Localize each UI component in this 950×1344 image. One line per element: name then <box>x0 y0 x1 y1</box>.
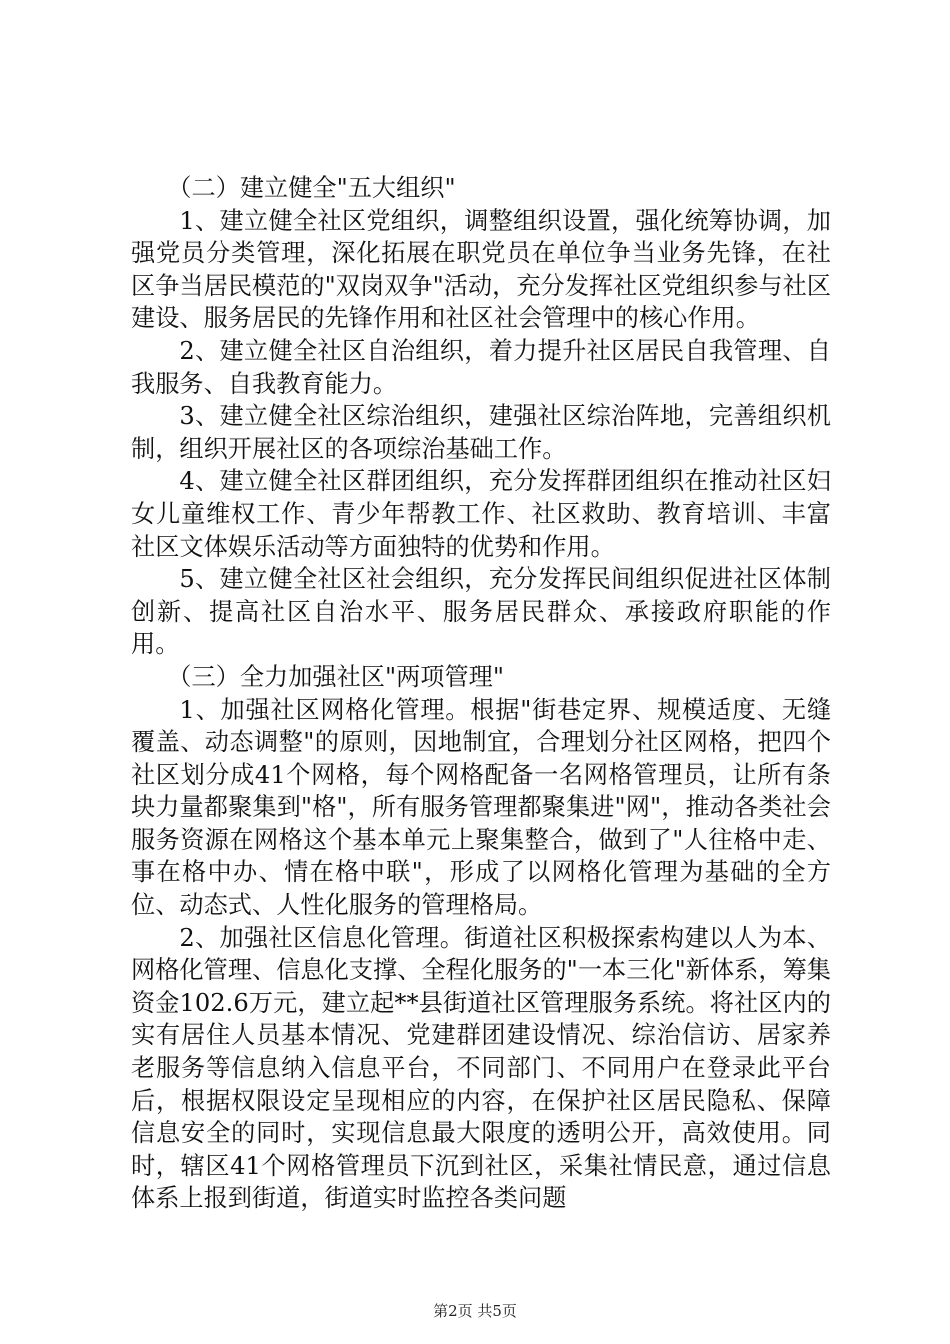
section-heading-2: （二）建立健全"五大组织" <box>167 174 456 202</box>
paragraph: 3、建立健全社区综治组织，建强社区综治阵地，完善组织机制，组织开展社区的各项综治基础工作。 <box>131 402 831 463</box>
paragraph: 1、建立健全社区党组织，调整组织设置，强化统筹协调，加强党员分类管理，深化拓展在职党员在单位争当业务先锋，在社区争当居民模范的"双岗双争"活动，充分发挥社区党组织参与社区建设、服务居民的先锋作用和社区社会管理中的核心作用。 <box>131 206 831 333</box>
page-number-footer: 第2页 共5页 <box>433 1302 517 1320</box>
paragraph: 2、加强社区信息化管理。街道社区积极探索构建以人为本、网格化管理、信息化支撑、全程化服务的"一本三化"新体系，筹集资金102.6万元，建立起**县街道社区管理服务系统。将社区内的实有居住人员基本情况、党建群团建设情况、综治信访、居家养老服务等信息纳入信息平台，不同部门、不同用户在登录此平台后，根据权限设定呈现相应的内容，在保护社区居民隐私、保障信息安全的同时，实现信息最大限度的透明公开，高效使用。同时，辖区41个网格管理员下沉到社区，采集社情民意，通过信息体系上报到街道，街道实时监控各类问题 <box>131 923 831 1213</box>
paragraph: 5、建立健全社区社会组织，充分发挥民间组织促进社区体制创新、提高社区自治水平、服务居民群众、承接政府职能的作用。 <box>131 565 831 659</box>
paragraph: 1、加强社区网格化管理。根据"街巷定界、规模适度、无缝覆盖、动态调整"的原则，因地制宜，合理划分社区网格，把四个社区划分成41个网格，每个网格配备一名网格管理员，让所有条块力量都聚集到"格"，所有服务管理都聚集进"网"，推动各类社会服务资源在网格这个基本单元上聚集整合，做到了"人往格中走、事在格中办、情在格中联"，形成了以网格化管理为基础的全方位、动态式、人性化服务的管理格局。 <box>131 695 831 920</box>
paragraph: 4、建立健全社区群团组织，充分发挥群团组织在推动社区妇女儿童维权工作、青少年帮教工作、社区救助、教育培训、丰富社区文体娱乐活动等方面独特的优势和作用。 <box>131 467 831 561</box>
document-body <box>131 172 831 1215</box>
paragraph: 2、建立健全社区自治组织，着力提升社区居民自我管理、自我服务、自我教育能力。 <box>131 336 831 398</box>
section-heading-3: （三）全力加强社区"两项管理" <box>167 662 504 691</box>
